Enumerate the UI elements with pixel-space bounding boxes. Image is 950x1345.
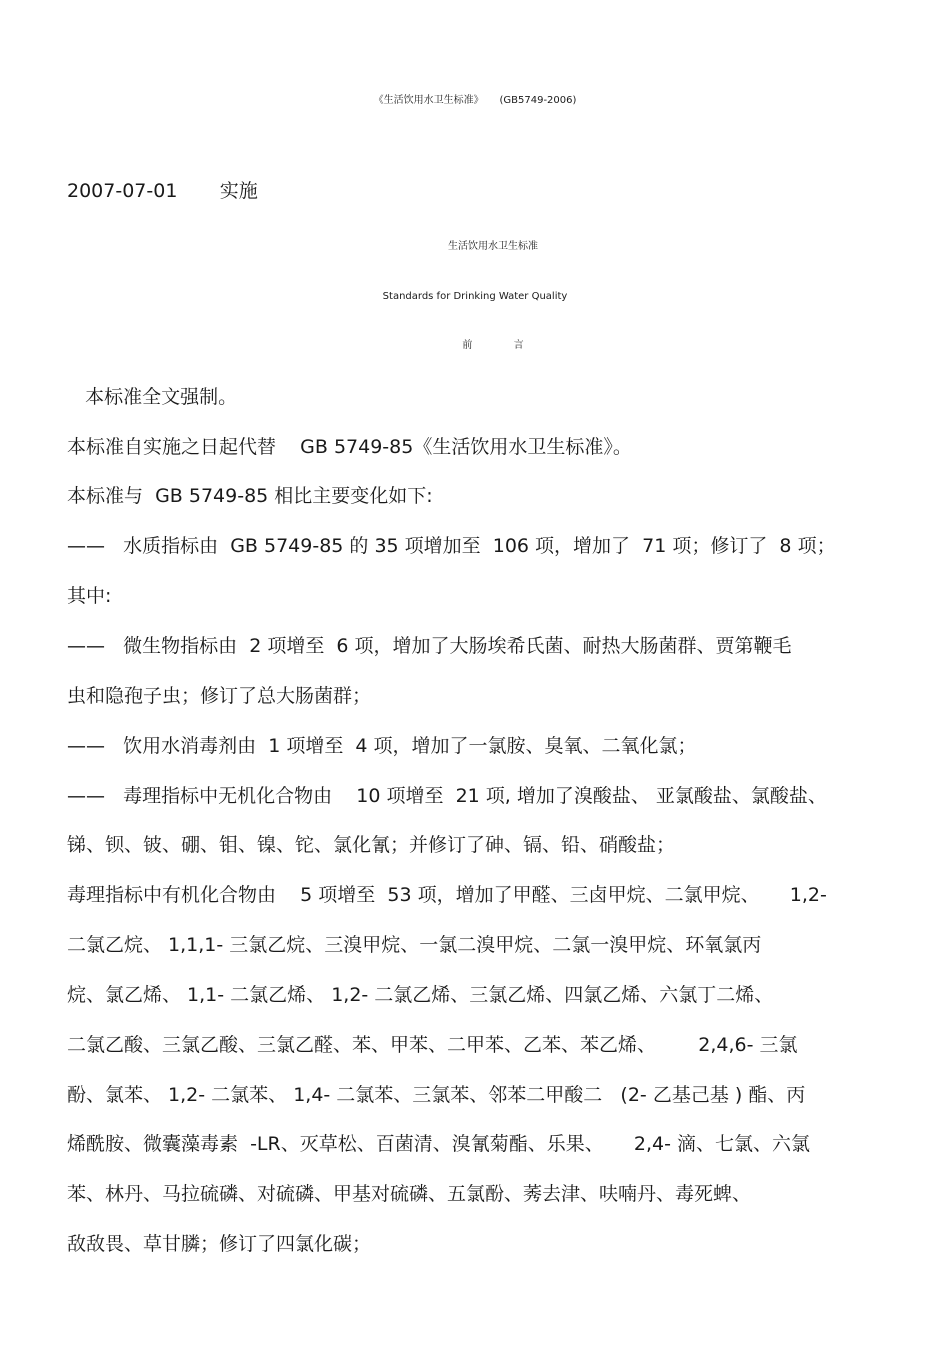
implementation-date: 2007-07-01 实施 <box>67 180 258 202</box>
paragraph-line: 敌敌畏、草甘膦；修订了四氯化碳； <box>67 1233 372 1255</box>
paragraph-line: —— 水质指标由 GB 5749-85 的 35 项增加至 106 项，增加了 71 项；修订了 8 项； <box>67 535 836 557</box>
paragraph-line: —— 饮用水消毒剂由 1 项增至 4 项，增加了一氯胺、臭氧、二氧化氯； <box>67 735 697 757</box>
paragraph-line: 酚、氯苯、 1,2- 二氯苯、 1,4- 二氯苯、三氯苯、邻苯二甲酸二 (2- 乙基己基 ) 酯、丙 <box>67 1084 806 1106</box>
paragraph-line: 烷、氯乙烯、 1,1- 二氯乙烯、 1,2- 二氯乙烯、三氯乙烯、四氯乙烯、六氯丁二烯、 <box>67 984 774 1006</box>
paragraph-line: 二氯乙酸、三氯乙酸、三氯乙醛、苯、甲苯、二甲苯、乙苯、苯乙烯、 2,4,6- 三氯 <box>67 1034 798 1056</box>
paragraph-line: 本标准全文强制。 <box>67 386 238 408</box>
paragraph-line: 其中: <box>67 585 112 607</box>
paragraph-line: —— 毒理指标中无机化合物由 10 项增至 21 项, 增加了溴酸盐、 亚氯酸盐、氯酸盐、 <box>67 785 827 807</box>
paragraph-line: 虫和隐孢子虫；修订了总大肠菌群； <box>67 685 372 707</box>
subtitle-english: Standards for Drinking Water Quality <box>382 291 568 302</box>
paragraph-line: 毒理指标中有机化合物由 5 项增至 53 项，增加了甲醛、三卤甲烷、二氯甲烷、 1,2- <box>67 884 827 906</box>
document-title: 《生活饮用水卫生标准》 (GB5749-2006) <box>373 95 577 106</box>
paragraph-line: 锑、钡、铍、硼、钼、镍、铊、氯化氰；并修订了砷、镉、铅、硝酸盐； <box>67 834 676 856</box>
preface-heading: 前 言 <box>462 340 524 351</box>
paragraph-line: 烯酰胺、微囊藻毒素 -LR、灭草松、百菌清、溴氰菊酯、乐果、 2,4- 滴、七氯、六氯 <box>67 1133 811 1155</box>
subtitle-chinese: 生活饮用水卫生标准 <box>448 241 538 252</box>
paragraph-line: 二氯乙烷、 1,1,1- 三氯乙烷、三溴甲烷、一氯二溴甲烷、二氯一溴甲烷、环氧氯丙 <box>67 934 762 956</box>
paragraph-line: 本标准自实施之日起代替 GB 5749-85《生活饮用水卫生标准》。 <box>67 436 632 458</box>
paragraph-line: 本标准与 GB 5749-85 相比主要变化如下: <box>67 485 433 507</box>
paragraph-line: 苯、林丹、马拉硫磷、对硫磷、甲基对硫磷、五氯酚、莠去津、呋喃丹、毒死蜱、 <box>67 1183 752 1205</box>
paragraph-line: —— 微生物指标由 2 项增至 6 项，增加了大肠埃希氏菌、耐热大肠菌群、贾第鞭毛 <box>67 635 792 657</box>
